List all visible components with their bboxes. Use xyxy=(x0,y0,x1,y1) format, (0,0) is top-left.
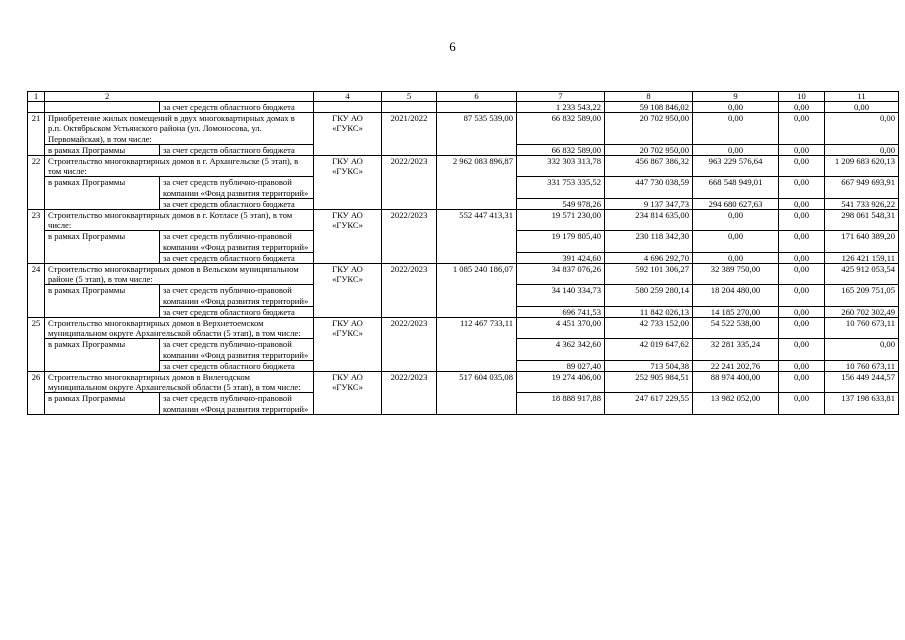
amount-cell: 0,00 xyxy=(779,210,825,231)
amount-cell: 11 842 026,13 xyxy=(605,306,693,317)
amount-cell: 32 389 750,00 xyxy=(693,264,779,285)
item-number: 22 xyxy=(28,156,45,210)
executor: ГКУ АО «ГУКС» xyxy=(314,318,382,372)
funding-source: за счет средств областного бюджета xyxy=(160,144,314,155)
table-row xyxy=(28,264,899,285)
continuation-row xyxy=(28,102,899,113)
amount-cell: 0,00 xyxy=(779,144,825,155)
column-number: 6 xyxy=(437,92,517,102)
amount-cell: 42 733 152,00 xyxy=(605,318,693,339)
amount-cell: 0,00 xyxy=(779,339,825,360)
amount-cell: 0,00 xyxy=(779,285,825,306)
total-amount: 2 962 083 896,87 xyxy=(437,156,517,210)
executor: ГКУ АО «ГУКС» xyxy=(314,264,382,318)
amount-cell: 0,00 xyxy=(779,360,825,371)
amount-cell: 252 905 984,51 xyxy=(605,372,693,393)
amount-cell: 171 640 389,20 xyxy=(825,231,899,252)
cell-empty xyxy=(382,102,437,113)
amount-cell: 0,00 xyxy=(693,102,779,113)
funding-source: за счет средств публично-правовой компании «Фонд развития территорий» xyxy=(160,339,314,360)
amount-cell: 19 274 406,00 xyxy=(517,372,605,393)
amount-cell: 668 548 949,01 xyxy=(693,177,779,198)
amount-cell: 20 702 950,00 xyxy=(605,113,693,145)
item-name: Строительство многоквартирных домов в Вельском муниципальном районе (5 этап), в том числе: xyxy=(45,264,314,285)
column-number: 11 xyxy=(825,92,899,102)
item-number: 25 xyxy=(28,318,45,372)
funding-source: за счет средств областного бюджета xyxy=(160,102,314,113)
amount-cell: 541 733 926,22 xyxy=(825,198,899,209)
amount-cell: 137 198 633,81 xyxy=(825,393,899,414)
item-name: Строительство многоквартирных домов в Верхнетоемском муниципальном округе Архангельской области (5 этап), в том числе: xyxy=(45,318,314,339)
amount-cell: 247 617 229,55 xyxy=(605,393,693,414)
column-number-row xyxy=(28,92,899,102)
amount-cell: 19 571 230,00 xyxy=(517,210,605,231)
budget-table xyxy=(27,91,899,415)
amount-cell: 0,00 xyxy=(779,372,825,393)
amount-cell: 4 362 342,60 xyxy=(517,339,605,360)
funding-source: за счет средств областного бюджета xyxy=(160,306,314,317)
amount-cell: 22 241 202,76 xyxy=(693,360,779,371)
amount-cell: 4 696 292,70 xyxy=(605,252,693,263)
total-amount: 517 604 035,08 xyxy=(437,372,517,415)
amount-cell: 0,00 xyxy=(779,306,825,317)
total-amount: 552 447 413,31 xyxy=(437,210,517,264)
program-label: в рамках Программы xyxy=(45,339,160,372)
period: 2022/2023 xyxy=(382,264,437,318)
amount-cell: 34 140 334,73 xyxy=(517,285,605,306)
amount-cell: 10 760 673,11 xyxy=(825,318,899,339)
amount-cell: 1 233 543,22 xyxy=(517,102,605,113)
amount-cell: 0,00 xyxy=(779,177,825,198)
amount-cell: 20 702 950,00 xyxy=(605,144,693,155)
table-row xyxy=(28,318,899,339)
funding-source: за счет средств публично-правовой компании «Фонд развития территорий» xyxy=(160,231,314,252)
period: 2022/2023 xyxy=(382,318,437,372)
amount-cell: 89 027,40 xyxy=(517,360,605,371)
cell-empty xyxy=(314,102,382,113)
amount-cell: 88 974 400,00 xyxy=(693,372,779,393)
amount-cell: 230 118 342,30 xyxy=(605,231,693,252)
amount-cell: 13 982 052,00 xyxy=(693,393,779,414)
funding-source: за счет средств публично-правовой компании «Фонд развития территорий» xyxy=(160,285,314,306)
column-number: 9 xyxy=(693,92,779,102)
amount-cell: 696 741,53 xyxy=(517,306,605,317)
executor: ГКУ АО «ГУКС» xyxy=(314,156,382,210)
program-label: в рамках Программы xyxy=(45,231,160,264)
amount-cell: 42 019 647,62 xyxy=(605,339,693,360)
amount-cell: 0,00 xyxy=(825,102,899,113)
amount-cell: 0,00 xyxy=(825,113,899,145)
amount-cell: 0,00 xyxy=(693,231,779,252)
item-number: 23 xyxy=(28,210,45,264)
amount-cell: 294 680 627,63 xyxy=(693,198,779,209)
table-row xyxy=(28,372,899,393)
amount-cell: 32 281 335,24 xyxy=(693,339,779,360)
amount-cell: 447 730 038,59 xyxy=(605,177,693,198)
column-number: 7 xyxy=(517,92,605,102)
executor: ГКУ АО «ГУКС» xyxy=(314,372,382,415)
amount-cell: 549 978,26 xyxy=(517,198,605,209)
amount-cell: 0,00 xyxy=(825,144,899,155)
amount-cell: 10 760 673,11 xyxy=(825,360,899,371)
program-label: в рамках Программы xyxy=(45,144,160,155)
amount-cell: 580 259 280,14 xyxy=(605,285,693,306)
amount-cell: 0,00 xyxy=(693,144,779,155)
amount-cell: 0,00 xyxy=(779,318,825,339)
amount-cell: 4 451 370,00 xyxy=(517,318,605,339)
amount-cell: 165 209 751,05 xyxy=(825,285,899,306)
program-label: в рамках Программы xyxy=(45,285,160,318)
item-name: Приобретение жилых помещений в двух многоквартирных домах в р.п. Октябрьском Устьянского района (ул. Ломоносова, ул. Первомайская), в том числе: xyxy=(45,113,314,145)
total-amount: 87 535 539,00 xyxy=(437,113,517,156)
amount-cell: 18 204 480,00 xyxy=(693,285,779,306)
program-label: в рамках Программы xyxy=(45,177,160,210)
amount-cell: 66 832 589,00 xyxy=(517,113,605,145)
amount-cell: 0,00 xyxy=(779,113,825,145)
funding-source: за счет средств публично-правовой компании «Фонд развития территорий» xyxy=(160,393,314,414)
amount-cell: 0,00 xyxy=(693,210,779,231)
amount-cell: 963 229 576,64 xyxy=(693,156,779,177)
total-amount: 1 085 240 186,07 xyxy=(437,264,517,318)
amount-cell: 66 832 589,00 xyxy=(517,144,605,155)
table-row xyxy=(28,210,899,231)
amount-cell: 18 888 917,88 xyxy=(517,393,605,414)
item-number: 24 xyxy=(28,264,45,318)
column-number: 8 xyxy=(605,92,693,102)
table-row xyxy=(28,113,899,145)
period: 2022/2023 xyxy=(382,372,437,415)
column-number: 10 xyxy=(779,92,825,102)
executor: ГКУ АО «ГУКС» xyxy=(314,113,382,156)
amount-cell: 19 179 805,40 xyxy=(517,231,605,252)
amount-cell: 234 814 635,00 xyxy=(605,210,693,231)
amount-cell: 391 424,60 xyxy=(517,252,605,263)
page-number: 6 xyxy=(449,39,456,54)
amount-cell: 0,00 xyxy=(693,113,779,145)
amount-cell: 34 837 076,26 xyxy=(517,264,605,285)
amount-cell: 0,00 xyxy=(779,264,825,285)
amount-cell: 0,00 xyxy=(779,156,825,177)
funding-source: за счет средств областного бюджета xyxy=(160,198,314,209)
cell-empty xyxy=(28,102,45,113)
cell-empty xyxy=(45,102,160,113)
amount-cell: 0,00 xyxy=(779,102,825,113)
amount-cell: 0,00 xyxy=(779,198,825,209)
item-number: 26 xyxy=(28,372,45,415)
amount-cell: 260 702 302,49 xyxy=(825,306,899,317)
column-number: 4 xyxy=(314,92,382,102)
amount-cell: 0,00 xyxy=(825,339,899,360)
column-number: 1 xyxy=(28,92,45,102)
period: 2022/2023 xyxy=(382,156,437,210)
table-row xyxy=(28,156,899,177)
item-name: Строительство многоквартирных домов в г. Архангельске (5 этап), в том числе: xyxy=(45,156,314,177)
amount-cell: 298 061 548,31 xyxy=(825,210,899,231)
amount-cell: 667 949 693,91 xyxy=(825,177,899,198)
amount-cell: 59 108 846,02 xyxy=(605,102,693,113)
amount-cell: 425 912 053,54 xyxy=(825,264,899,285)
program-label: в рамках Программы xyxy=(45,393,160,414)
amount-cell: 126 421 159,11 xyxy=(825,252,899,263)
column-number: 5 xyxy=(382,92,437,102)
item-name: Строительство многоквартирных домов в г. Котласе (5 этап), в том числе: xyxy=(45,210,314,231)
funding-source: за счет средств областного бюджета xyxy=(160,252,314,263)
amount-cell: 0,00 xyxy=(779,393,825,414)
amount-cell: 331 753 335,52 xyxy=(517,177,605,198)
amount-cell: 14 185 270,00 xyxy=(693,306,779,317)
period: 2022/2023 xyxy=(382,210,437,264)
amount-cell: 0,00 xyxy=(693,252,779,263)
amount-cell: 713 504,38 xyxy=(605,360,693,371)
amount-cell: 156 449 244,57 xyxy=(825,372,899,393)
item-number: 21 xyxy=(28,113,45,156)
funding-source: за счет средств областного бюджета xyxy=(160,360,314,371)
column-number: 2 xyxy=(45,92,314,102)
amount-cell: 9 137 347,73 xyxy=(605,198,693,209)
item-name: Строительство многоквартирных домов в Вилегодском муниципальном округе Архангельской области (5 этап), в том числе: xyxy=(45,372,314,393)
executor: ГКУ АО «ГУКС» xyxy=(314,210,382,264)
amount-cell: 456 867 386,32 xyxy=(605,156,693,177)
amount-cell: 332 303 313,78 xyxy=(517,156,605,177)
amount-cell: 54 522 538,00 xyxy=(693,318,779,339)
amount-cell: 0,00 xyxy=(779,252,825,263)
total-amount: 112 467 733,11 xyxy=(437,318,517,372)
funding-source: за счет средств публично-правовой компании «Фонд развития территорий» xyxy=(160,177,314,198)
period: 2021/2022 xyxy=(382,113,437,156)
cell-empty xyxy=(437,102,517,113)
amount-cell: 1 209 683 620,13 xyxy=(825,156,899,177)
amount-cell: 592 101 306,27 xyxy=(605,264,693,285)
amount-cell: 0,00 xyxy=(779,231,825,252)
